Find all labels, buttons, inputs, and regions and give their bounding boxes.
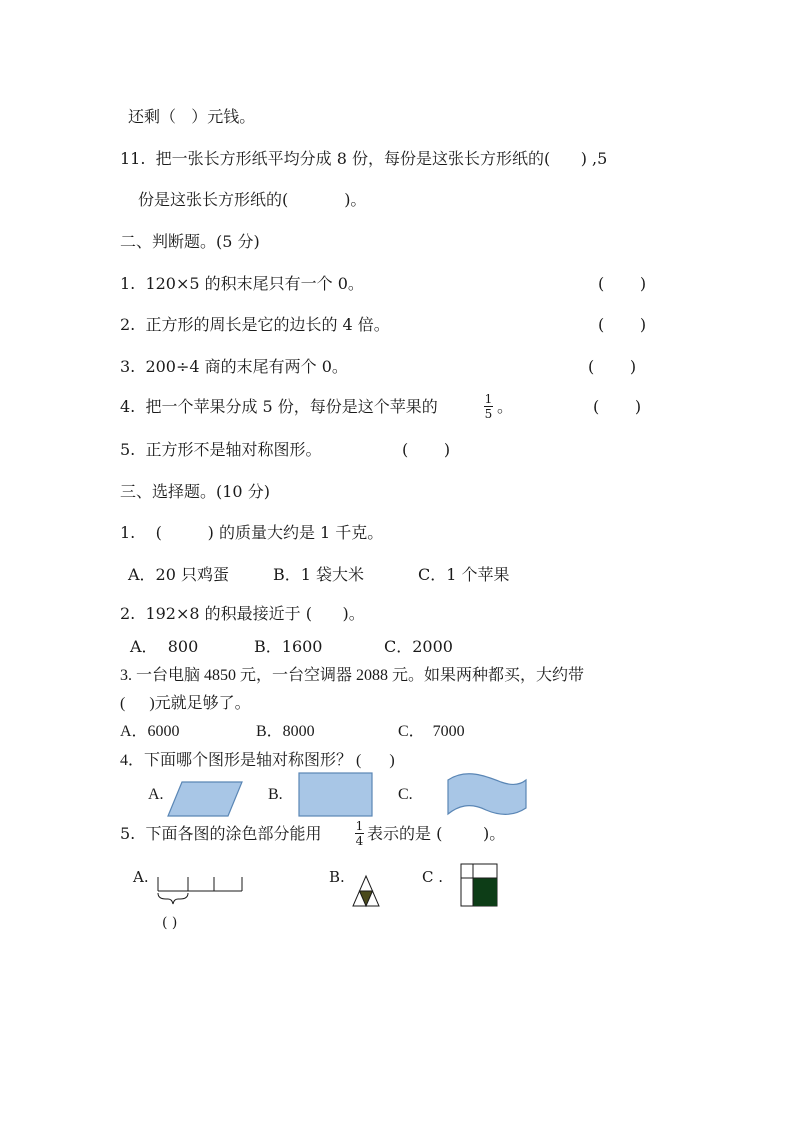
- judge-answer-4[interactable]: ( ): [593, 397, 642, 416]
- judge-answer-5[interactable]: ( ): [402, 440, 451, 459]
- rectangle-shape[interactable]: [298, 772, 374, 818]
- choice-q3-option-a[interactable]: A．6000: [120, 723, 180, 740]
- judge-answer-1[interactable]: ( ): [598, 274, 647, 293]
- judge-item-1: 1. 120×5 的积末尾只有一个 0。: [120, 274, 364, 293]
- choice-q5-option-b[interactable]: B.: [329, 868, 345, 886]
- choice-q4: 4．下面哪个图形是轴对称图形？ ( ): [120, 752, 395, 769]
- choice-q3-line2: ( )元就足够了。: [120, 695, 251, 712]
- judge-answer-2[interactable]: ( ): [598, 315, 647, 334]
- q10-tail: 还剩（ ）元钱。: [128, 107, 256, 126]
- choice-q5-option-a[interactable]: A.: [133, 868, 149, 886]
- choice-q1-option-b[interactable]: B．1 袋大米: [273, 565, 365, 584]
- fraction-denominator: 4: [355, 834, 364, 848]
- brace-label: ( ): [162, 915, 178, 931]
- section3-title: 三、选择题。(10 分): [120, 482, 270, 501]
- judge-item-4-period: 。: [497, 397, 514, 416]
- choice-q1-option-a[interactable]: A．20 只鸡蛋: [128, 565, 230, 584]
- wave-flag-shape[interactable]: [446, 772, 528, 818]
- fraction-numerator: 1: [355, 819, 364, 833]
- choice-q2-option-b[interactable]: B．1600: [254, 637, 323, 656]
- fraction-denominator: 5: [484, 407, 493, 421]
- section2-title: 二、判断题。(5 分): [120, 232, 260, 251]
- triangle-figure[interactable]: [351, 874, 381, 912]
- fraction-numerator: 1: [484, 392, 493, 406]
- choice-q2-option-c[interactable]: C．2000: [384, 637, 453, 656]
- parallelogram-shape[interactable]: [166, 781, 244, 817]
- q11-line1: 11. 把一张长方形纸平均分成 8 份，每份是这张长方形纸的( ) ,5: [120, 149, 608, 168]
- segmented-line-figure[interactable]: [154, 873, 248, 913]
- choice-q1-option-c[interactable]: C．1 个苹果: [418, 565, 510, 584]
- judge-item-3: 3. 200÷4 商的末尾有两个 0。: [120, 357, 348, 376]
- judge-item-5: 5. 正方形不是轴对称图形。: [120, 440, 322, 459]
- judge-item-2: 2. 正方形的周长是它的边长的 4 倍。: [120, 315, 390, 334]
- grid-square-figure[interactable]: [460, 863, 500, 913]
- choice-q5-text-after: 表示的是 ( )。: [367, 824, 506, 843]
- choice-q3-option-b[interactable]: B．8000: [256, 723, 315, 740]
- choice-q5-option-c[interactable]: C .: [422, 868, 444, 886]
- judge-item-4: 4. 把一个苹果分成 5 份，每份是这个苹果的: [120, 397, 438, 416]
- q11-line2: 份是这张长方形纸的( )。: [138, 190, 367, 209]
- choice-q3-line1: 3. 一台电脑 4850 元，一台空调器 2088 元。如果两种都买，大约带: [120, 667, 585, 684]
- choice-q2-option-a[interactable]: A． 800: [130, 637, 199, 656]
- choice-q4-option-b[interactable]: B.: [268, 786, 283, 803]
- choice-q1: 1. ( ) 的质量大约是 1 千克。: [120, 523, 384, 542]
- fraction-one-quarter: [355, 820, 364, 847]
- choice-q2: 2. 192×8 的积最接近于 ( )。: [120, 604, 365, 623]
- choice-q3-option-c[interactable]: C． 7000: [398, 723, 465, 740]
- choice-q4-option-c[interactable]: C.: [398, 786, 413, 803]
- fraction-one-fifth: [484, 393, 493, 420]
- choice-q5-text: 5. 下面各图的涂色部分能用: [120, 824, 322, 843]
- judge-answer-3[interactable]: ( ): [588, 357, 637, 376]
- choice-q4-option-a[interactable]: A.: [148, 786, 164, 803]
